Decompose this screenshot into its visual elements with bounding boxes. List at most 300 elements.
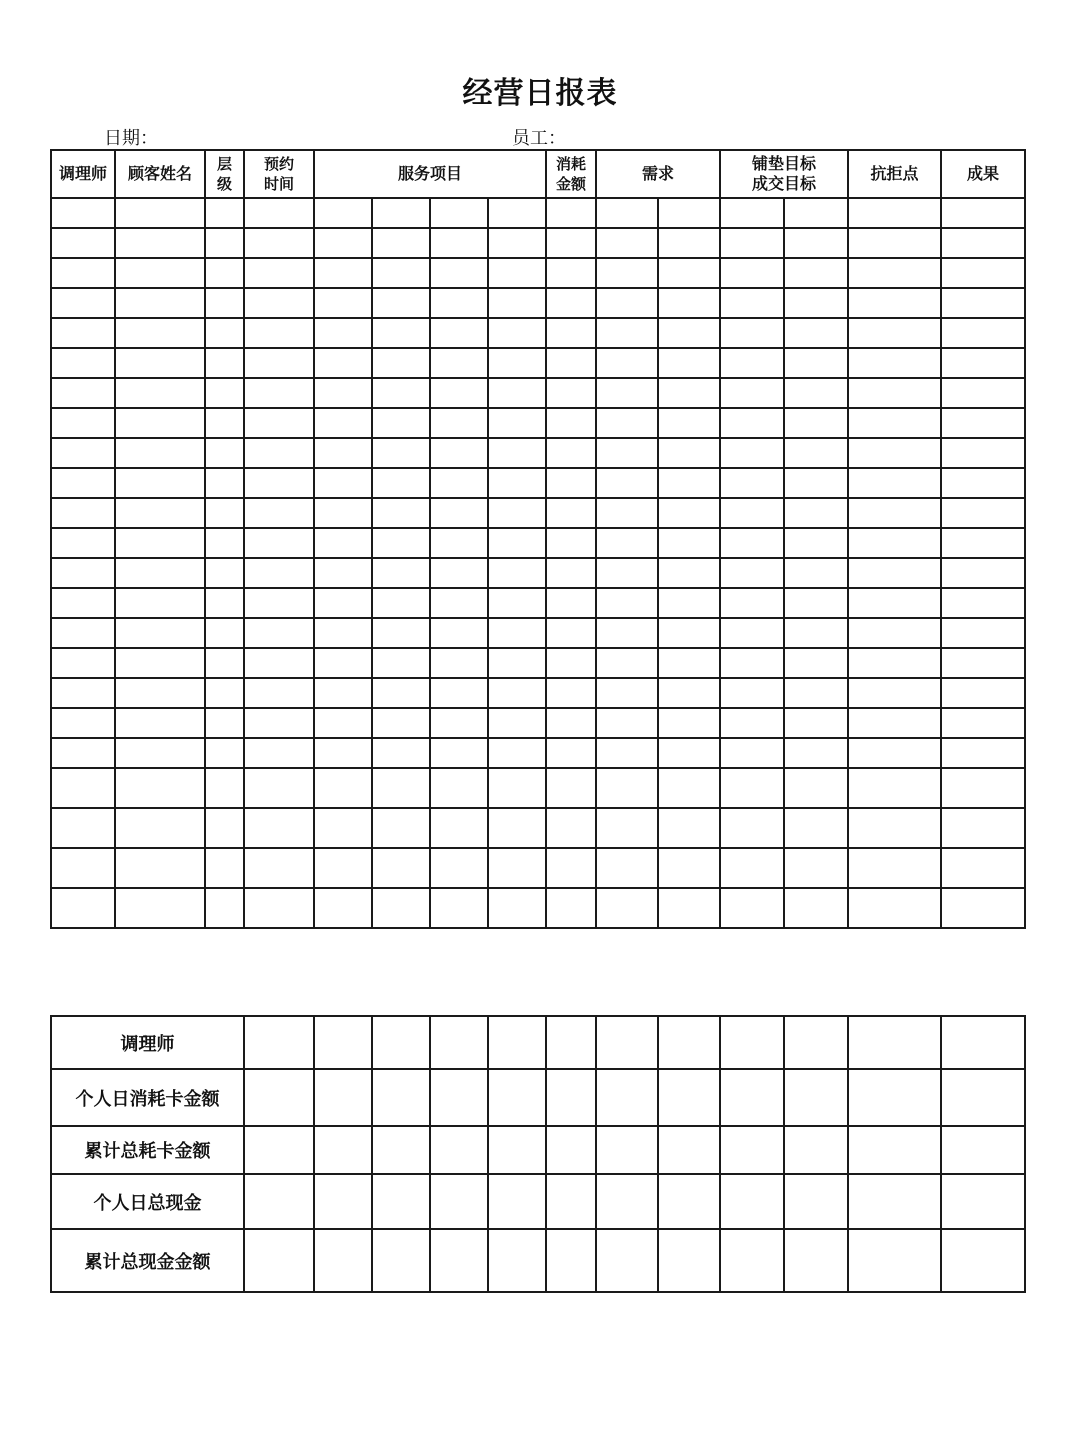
table-cell[interactable] bbox=[372, 378, 430, 408]
table-cell[interactable] bbox=[51, 228, 115, 258]
table-cell[interactable] bbox=[372, 408, 430, 438]
summary-cell[interactable] bbox=[596, 1229, 658, 1292]
table-cell[interactable] bbox=[546, 888, 596, 928]
table-cell[interactable] bbox=[314, 468, 372, 498]
table-cell[interactable] bbox=[596, 408, 658, 438]
table-cell[interactable] bbox=[546, 228, 596, 258]
summary-cell[interactable] bbox=[488, 1126, 546, 1174]
table-cell[interactable] bbox=[941, 678, 1025, 708]
table-cell[interactable] bbox=[941, 318, 1025, 348]
summary-cell[interactable] bbox=[596, 1174, 658, 1229]
table-cell[interactable] bbox=[314, 768, 372, 808]
table-cell[interactable] bbox=[941, 228, 1025, 258]
table-cell[interactable] bbox=[720, 318, 784, 348]
table-cell[interactable] bbox=[488, 888, 546, 928]
table-cell[interactable] bbox=[488, 678, 546, 708]
table-cell[interactable] bbox=[314, 198, 372, 228]
table-cell[interactable] bbox=[488, 708, 546, 738]
summary-cell[interactable] bbox=[784, 1016, 848, 1069]
table-cell[interactable] bbox=[244, 708, 314, 738]
table-cell[interactable] bbox=[205, 378, 244, 408]
table-cell[interactable] bbox=[658, 888, 720, 928]
table-cell[interactable] bbox=[372, 528, 430, 558]
table-cell[interactable] bbox=[244, 348, 314, 378]
table-cell[interactable] bbox=[488, 228, 546, 258]
table-cell[interactable] bbox=[596, 558, 658, 588]
summary-cell[interactable] bbox=[430, 1126, 488, 1174]
summary-cell[interactable] bbox=[244, 1126, 314, 1174]
table-cell[interactable] bbox=[941, 588, 1025, 618]
summary-cell[interactable] bbox=[848, 1229, 941, 1292]
table-cell[interactable] bbox=[546, 318, 596, 348]
table-cell[interactable] bbox=[488, 618, 546, 648]
table-cell[interactable] bbox=[546, 528, 596, 558]
table-cell[interactable] bbox=[720, 468, 784, 498]
table-cell[interactable] bbox=[658, 228, 720, 258]
table-cell[interactable] bbox=[720, 848, 784, 888]
table-cell[interactable] bbox=[596, 288, 658, 318]
table-cell[interactable] bbox=[205, 348, 244, 378]
table-cell[interactable] bbox=[658, 588, 720, 618]
summary-cell[interactable] bbox=[488, 1016, 546, 1069]
table-cell[interactable] bbox=[244, 288, 314, 318]
table-cell[interactable] bbox=[488, 378, 546, 408]
table-cell[interactable] bbox=[720, 708, 784, 738]
table-cell[interactable] bbox=[244, 198, 314, 228]
table-cell[interactable] bbox=[784, 498, 848, 528]
table-cell[interactable] bbox=[941, 258, 1025, 288]
table-cell[interactable] bbox=[596, 808, 658, 848]
summary-cell[interactable] bbox=[941, 1229, 1025, 1292]
table-cell[interactable] bbox=[658, 438, 720, 468]
table-cell[interactable] bbox=[51, 678, 115, 708]
table-cell[interactable] bbox=[115, 438, 205, 468]
table-cell[interactable] bbox=[314, 678, 372, 708]
table-cell[interactable] bbox=[546, 708, 596, 738]
table-cell[interactable] bbox=[488, 848, 546, 888]
table-cell[interactable] bbox=[596, 378, 658, 408]
table-cell[interactable] bbox=[546, 438, 596, 468]
summary-cell[interactable] bbox=[784, 1126, 848, 1174]
table-cell[interactable] bbox=[372, 648, 430, 678]
table-cell[interactable] bbox=[848, 348, 941, 378]
table-cell[interactable] bbox=[372, 258, 430, 288]
table-cell[interactable] bbox=[784, 648, 848, 678]
table-cell[interactable] bbox=[784, 348, 848, 378]
summary-cell[interactable] bbox=[720, 1016, 784, 1069]
table-cell[interactable] bbox=[848, 408, 941, 438]
table-cell[interactable] bbox=[720, 498, 784, 528]
table-cell[interactable] bbox=[430, 888, 488, 928]
summary-cell[interactable] bbox=[244, 1229, 314, 1292]
table-cell[interactable] bbox=[244, 228, 314, 258]
table-cell[interactable] bbox=[546, 588, 596, 618]
summary-cell[interactable] bbox=[314, 1069, 372, 1126]
table-cell[interactable] bbox=[848, 708, 941, 738]
table-cell[interactable] bbox=[658, 738, 720, 768]
table-cell[interactable] bbox=[658, 618, 720, 648]
table-cell[interactable] bbox=[205, 228, 244, 258]
summary-cell[interactable] bbox=[784, 1174, 848, 1229]
table-cell[interactable] bbox=[314, 888, 372, 928]
table-cell[interactable] bbox=[941, 378, 1025, 408]
table-cell[interactable] bbox=[720, 228, 784, 258]
table-cell[interactable] bbox=[488, 408, 546, 438]
table-cell[interactable] bbox=[115, 558, 205, 588]
table-cell[interactable] bbox=[720, 408, 784, 438]
table-cell[interactable] bbox=[848, 808, 941, 848]
table-cell[interactable] bbox=[372, 618, 430, 648]
table-cell[interactable] bbox=[658, 528, 720, 558]
table-cell[interactable] bbox=[244, 558, 314, 588]
table-cell[interactable] bbox=[205, 468, 244, 498]
table-cell[interactable] bbox=[784, 468, 848, 498]
table-cell[interactable] bbox=[596, 768, 658, 808]
table-cell[interactable] bbox=[244, 888, 314, 928]
table-cell[interactable] bbox=[115, 498, 205, 528]
table-cell[interactable] bbox=[115, 648, 205, 678]
table-cell[interactable] bbox=[848, 528, 941, 558]
table-cell[interactable] bbox=[848, 618, 941, 648]
table-cell[interactable] bbox=[430, 738, 488, 768]
summary-cell[interactable] bbox=[546, 1174, 596, 1229]
table-cell[interactable] bbox=[546, 558, 596, 588]
table-cell[interactable] bbox=[488, 318, 546, 348]
summary-cell[interactable] bbox=[596, 1126, 658, 1174]
table-cell[interactable] bbox=[784, 808, 848, 848]
table-cell[interactable] bbox=[205, 888, 244, 928]
summary-cell[interactable] bbox=[941, 1126, 1025, 1174]
summary-cell[interactable] bbox=[720, 1174, 784, 1229]
table-cell[interactable] bbox=[546, 288, 596, 318]
table-cell[interactable] bbox=[51, 198, 115, 228]
table-cell[interactable] bbox=[658, 808, 720, 848]
table-cell[interactable] bbox=[720, 378, 784, 408]
table-cell[interactable] bbox=[784, 588, 848, 618]
table-cell[interactable] bbox=[848, 318, 941, 348]
table-cell[interactable] bbox=[115, 588, 205, 618]
table-cell[interactable] bbox=[658, 708, 720, 738]
table-cell[interactable] bbox=[596, 678, 658, 708]
summary-cell[interactable] bbox=[372, 1016, 430, 1069]
table-cell[interactable] bbox=[784, 558, 848, 588]
summary-cell[interactable] bbox=[314, 1174, 372, 1229]
summary-cell[interactable] bbox=[372, 1126, 430, 1174]
table-cell[interactable] bbox=[372, 888, 430, 928]
table-cell[interactable] bbox=[848, 738, 941, 768]
table-cell[interactable] bbox=[941, 408, 1025, 438]
summary-cell[interactable] bbox=[941, 1016, 1025, 1069]
summary-cell[interactable] bbox=[488, 1069, 546, 1126]
table-cell[interactable] bbox=[784, 378, 848, 408]
table-cell[interactable] bbox=[848, 888, 941, 928]
table-cell[interactable] bbox=[51, 318, 115, 348]
table-cell[interactable] bbox=[244, 738, 314, 768]
table-cell[interactable] bbox=[658, 648, 720, 678]
table-cell[interactable] bbox=[244, 318, 314, 348]
table-cell[interactable] bbox=[596, 708, 658, 738]
summary-cell[interactable] bbox=[488, 1229, 546, 1292]
table-cell[interactable] bbox=[244, 438, 314, 468]
summary-cell[interactable] bbox=[658, 1126, 720, 1174]
table-cell[interactable] bbox=[941, 198, 1025, 228]
table-cell[interactable] bbox=[488, 558, 546, 588]
table-cell[interactable] bbox=[941, 288, 1025, 318]
table-cell[interactable] bbox=[546, 378, 596, 408]
table-cell[interactable] bbox=[51, 648, 115, 678]
table-cell[interactable] bbox=[941, 498, 1025, 528]
table-cell[interactable] bbox=[115, 288, 205, 318]
table-cell[interactable] bbox=[430, 848, 488, 888]
table-cell[interactable] bbox=[848, 438, 941, 468]
table-cell[interactable] bbox=[314, 348, 372, 378]
table-cell[interactable] bbox=[314, 258, 372, 288]
table-cell[interactable] bbox=[115, 708, 205, 738]
table-cell[interactable] bbox=[720, 198, 784, 228]
table-cell[interactable] bbox=[596, 348, 658, 378]
table-cell[interactable] bbox=[941, 558, 1025, 588]
table-cell[interactable] bbox=[941, 848, 1025, 888]
table-cell[interactable] bbox=[115, 678, 205, 708]
table-cell[interactable] bbox=[205, 318, 244, 348]
table-cell[interactable] bbox=[115, 348, 205, 378]
table-cell[interactable] bbox=[784, 288, 848, 318]
summary-cell[interactable] bbox=[430, 1174, 488, 1229]
table-cell[interactable] bbox=[720, 808, 784, 848]
table-cell[interactable] bbox=[430, 288, 488, 318]
table-cell[interactable] bbox=[658, 468, 720, 498]
table-cell[interactable] bbox=[720, 588, 784, 618]
table-cell[interactable] bbox=[596, 468, 658, 498]
summary-cell[interactable] bbox=[430, 1016, 488, 1069]
table-cell[interactable] bbox=[205, 618, 244, 648]
table-cell[interactable] bbox=[205, 558, 244, 588]
table-cell[interactable] bbox=[372, 768, 430, 808]
summary-cell[interactable] bbox=[430, 1069, 488, 1126]
table-cell[interactable] bbox=[596, 228, 658, 258]
table-cell[interactable] bbox=[784, 708, 848, 738]
table-cell[interactable] bbox=[314, 498, 372, 528]
table-cell[interactable] bbox=[848, 588, 941, 618]
table-cell[interactable] bbox=[115, 408, 205, 438]
table-cell[interactable] bbox=[430, 768, 488, 808]
table-cell[interactable] bbox=[941, 648, 1025, 678]
table-cell[interactable] bbox=[848, 848, 941, 888]
table-cell[interactable] bbox=[658, 318, 720, 348]
table-cell[interactable] bbox=[596, 588, 658, 618]
table-cell[interactable] bbox=[205, 408, 244, 438]
table-cell[interactable] bbox=[784, 408, 848, 438]
summary-cell[interactable] bbox=[314, 1126, 372, 1174]
summary-cell[interactable] bbox=[244, 1016, 314, 1069]
table-cell[interactable] bbox=[115, 888, 205, 928]
table-cell[interactable] bbox=[372, 348, 430, 378]
table-cell[interactable] bbox=[488, 198, 546, 228]
table-cell[interactable] bbox=[51, 588, 115, 618]
table-cell[interactable] bbox=[430, 678, 488, 708]
table-cell[interactable] bbox=[244, 618, 314, 648]
table-cell[interactable] bbox=[244, 768, 314, 808]
table-cell[interactable] bbox=[115, 468, 205, 498]
table-cell[interactable] bbox=[244, 498, 314, 528]
table-cell[interactable] bbox=[941, 738, 1025, 768]
summary-cell[interactable] bbox=[720, 1126, 784, 1174]
table-cell[interactable] bbox=[546, 348, 596, 378]
table-cell[interactable] bbox=[430, 498, 488, 528]
table-cell[interactable] bbox=[546, 468, 596, 498]
table-cell[interactable] bbox=[51, 888, 115, 928]
table-cell[interactable] bbox=[372, 198, 430, 228]
table-cell[interactable] bbox=[51, 738, 115, 768]
table-cell[interactable] bbox=[51, 258, 115, 288]
table-cell[interactable] bbox=[784, 768, 848, 808]
table-cell[interactable] bbox=[51, 848, 115, 888]
table-cell[interactable] bbox=[205, 648, 244, 678]
table-cell[interactable] bbox=[941, 348, 1025, 378]
table-cell[interactable] bbox=[848, 288, 941, 318]
table-cell[interactable] bbox=[488, 528, 546, 558]
table-cell[interactable] bbox=[941, 768, 1025, 808]
table-cell[interactable] bbox=[115, 378, 205, 408]
table-cell[interactable] bbox=[720, 618, 784, 648]
table-cell[interactable] bbox=[658, 288, 720, 318]
table-cell[interactable] bbox=[720, 738, 784, 768]
table-cell[interactable] bbox=[115, 738, 205, 768]
table-cell[interactable] bbox=[488, 438, 546, 468]
table-cell[interactable] bbox=[430, 558, 488, 588]
table-cell[interactable] bbox=[546, 498, 596, 528]
table-cell[interactable] bbox=[244, 808, 314, 848]
table-cell[interactable] bbox=[941, 468, 1025, 498]
table-cell[interactable] bbox=[546, 738, 596, 768]
summary-cell[interactable] bbox=[941, 1069, 1025, 1126]
table-cell[interactable] bbox=[430, 348, 488, 378]
summary-cell[interactable] bbox=[546, 1069, 596, 1126]
table-cell[interactable] bbox=[314, 808, 372, 848]
summary-cell[interactable] bbox=[848, 1126, 941, 1174]
table-cell[interactable] bbox=[372, 468, 430, 498]
table-cell[interactable] bbox=[784, 528, 848, 558]
table-cell[interactable] bbox=[848, 768, 941, 808]
table-cell[interactable] bbox=[941, 888, 1025, 928]
table-cell[interactable] bbox=[314, 648, 372, 678]
table-cell[interactable] bbox=[314, 738, 372, 768]
table-cell[interactable] bbox=[784, 618, 848, 648]
table-cell[interactable] bbox=[488, 588, 546, 618]
summary-cell[interactable] bbox=[784, 1229, 848, 1292]
table-cell[interactable] bbox=[205, 678, 244, 708]
table-cell[interactable] bbox=[205, 848, 244, 888]
summary-cell[interactable] bbox=[244, 1069, 314, 1126]
table-cell[interactable] bbox=[488, 258, 546, 288]
summary-cell[interactable] bbox=[720, 1229, 784, 1292]
table-cell[interactable] bbox=[596, 648, 658, 678]
summary-cell[interactable] bbox=[488, 1174, 546, 1229]
table-cell[interactable] bbox=[658, 498, 720, 528]
table-cell[interactable] bbox=[784, 848, 848, 888]
summary-cell[interactable] bbox=[658, 1069, 720, 1126]
table-cell[interactable] bbox=[848, 468, 941, 498]
table-cell[interactable] bbox=[430, 408, 488, 438]
table-cell[interactable] bbox=[430, 648, 488, 678]
table-cell[interactable] bbox=[488, 648, 546, 678]
table-cell[interactable] bbox=[848, 678, 941, 708]
table-cell[interactable] bbox=[205, 768, 244, 808]
table-cell[interactable] bbox=[372, 738, 430, 768]
summary-cell[interactable] bbox=[546, 1126, 596, 1174]
table-cell[interactable] bbox=[784, 678, 848, 708]
table-cell[interactable] bbox=[596, 498, 658, 528]
table-cell[interactable] bbox=[488, 768, 546, 808]
table-cell[interactable] bbox=[244, 848, 314, 888]
table-cell[interactable] bbox=[596, 528, 658, 558]
summary-cell[interactable] bbox=[784, 1069, 848, 1126]
table-cell[interactable] bbox=[51, 558, 115, 588]
table-cell[interactable] bbox=[941, 808, 1025, 848]
table-cell[interactable] bbox=[488, 468, 546, 498]
table-cell[interactable] bbox=[372, 708, 430, 738]
table-cell[interactable] bbox=[314, 378, 372, 408]
table-cell[interactable] bbox=[205, 808, 244, 848]
table-cell[interactable] bbox=[658, 678, 720, 708]
table-cell[interactable] bbox=[205, 738, 244, 768]
table-cell[interactable] bbox=[205, 588, 244, 618]
summary-cell[interactable] bbox=[244, 1174, 314, 1229]
table-cell[interactable] bbox=[596, 438, 658, 468]
table-cell[interactable] bbox=[244, 678, 314, 708]
table-cell[interactable] bbox=[314, 408, 372, 438]
table-cell[interactable] bbox=[430, 228, 488, 258]
table-cell[interactable] bbox=[488, 348, 546, 378]
table-cell[interactable] bbox=[314, 288, 372, 318]
summary-cell[interactable] bbox=[372, 1229, 430, 1292]
summary-cell[interactable] bbox=[720, 1069, 784, 1126]
table-cell[interactable] bbox=[941, 618, 1025, 648]
summary-cell[interactable] bbox=[430, 1229, 488, 1292]
table-cell[interactable] bbox=[205, 198, 244, 228]
table-cell[interactable] bbox=[115, 618, 205, 648]
table-cell[interactable] bbox=[658, 258, 720, 288]
table-cell[interactable] bbox=[244, 648, 314, 678]
table-cell[interactable] bbox=[596, 318, 658, 348]
table-cell[interactable] bbox=[488, 288, 546, 318]
table-cell[interactable] bbox=[372, 318, 430, 348]
table-cell[interactable] bbox=[205, 708, 244, 738]
table-cell[interactable] bbox=[546, 648, 596, 678]
table-cell[interactable] bbox=[430, 588, 488, 618]
table-cell[interactable] bbox=[51, 808, 115, 848]
table-cell[interactable] bbox=[658, 768, 720, 808]
table-cell[interactable] bbox=[546, 678, 596, 708]
table-cell[interactable] bbox=[720, 558, 784, 588]
table-cell[interactable] bbox=[372, 848, 430, 888]
summary-cell[interactable] bbox=[658, 1016, 720, 1069]
summary-cell[interactable] bbox=[314, 1016, 372, 1069]
table-cell[interactable] bbox=[115, 848, 205, 888]
summary-cell[interactable] bbox=[314, 1229, 372, 1292]
summary-cell[interactable] bbox=[546, 1229, 596, 1292]
table-cell[interactable] bbox=[596, 198, 658, 228]
table-cell[interactable] bbox=[51, 438, 115, 468]
table-cell[interactable] bbox=[314, 438, 372, 468]
summary-cell[interactable] bbox=[596, 1069, 658, 1126]
table-cell[interactable] bbox=[848, 558, 941, 588]
table-cell[interactable] bbox=[205, 288, 244, 318]
table-cell[interactable] bbox=[51, 528, 115, 558]
summary-cell[interactable] bbox=[941, 1174, 1025, 1229]
summary-cell[interactable] bbox=[848, 1016, 941, 1069]
summary-cell[interactable] bbox=[372, 1174, 430, 1229]
